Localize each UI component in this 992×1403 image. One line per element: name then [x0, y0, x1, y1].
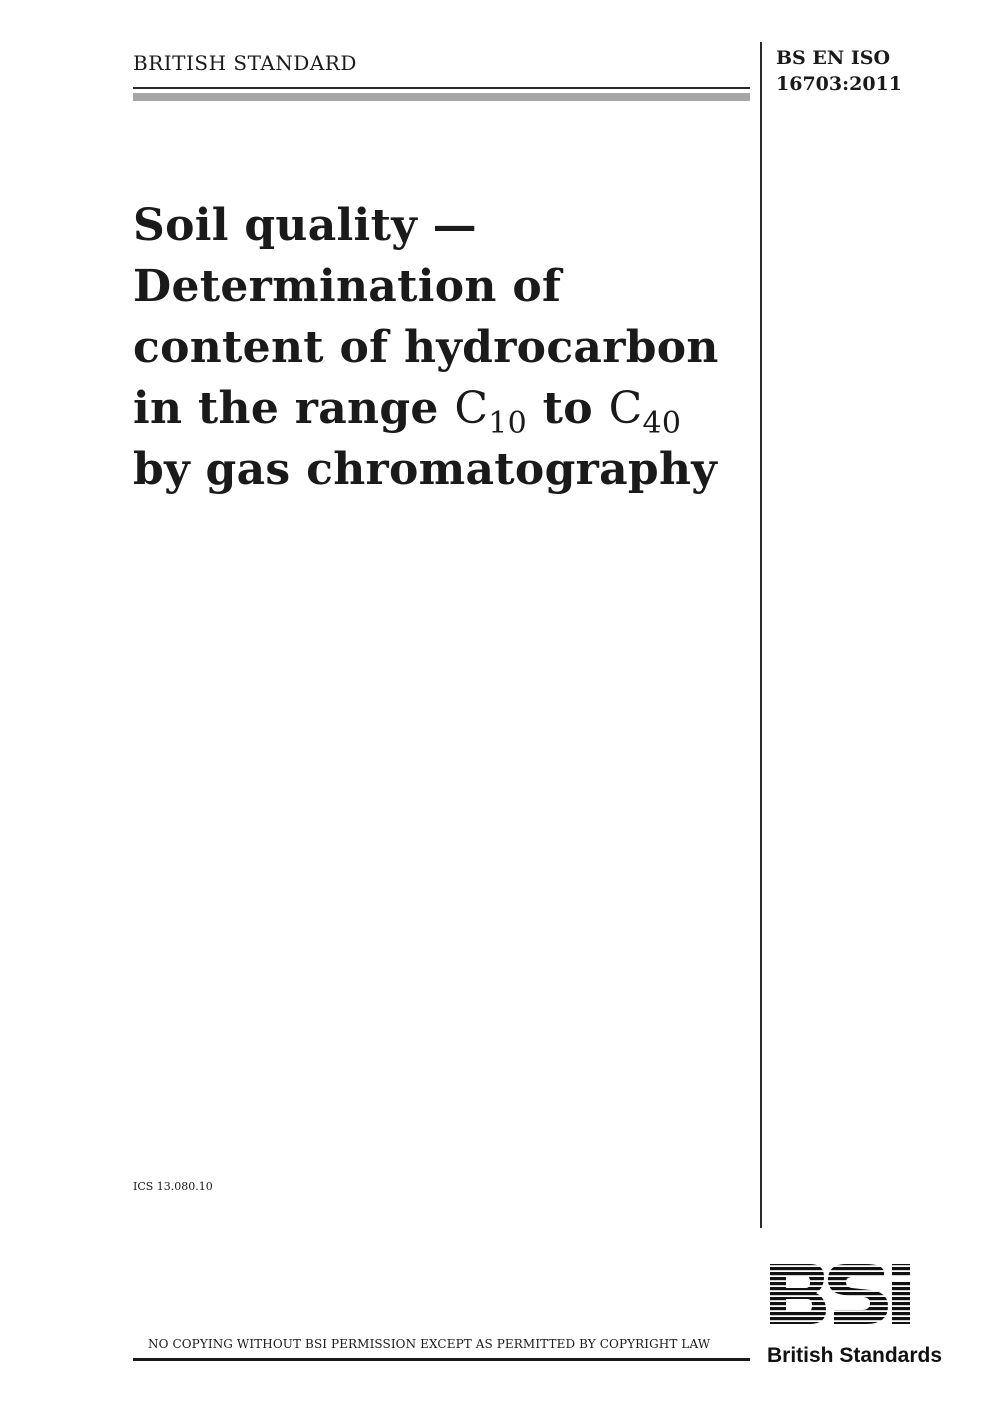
title-line-4-prefix: in the range [133, 383, 455, 434]
document-title [133, 195, 753, 500]
bsi-logo-mark [770, 1264, 910, 1324]
title-line-3: content of hydrocarbon [133, 322, 719, 373]
title-line-5: by gas chromatography [133, 444, 718, 495]
standard-number [776, 45, 902, 97]
title-line-4-middle: to [527, 383, 609, 434]
vertical-divider [760, 42, 762, 1228]
series-label: BRITISH STANDARD [133, 51, 357, 75]
carbon-symbol-1: C [454, 383, 489, 434]
copyright-notice: NO COPYING WITHOUT BSI PERMISSION EXCEPT AS PERMITTED BY COPYRIGHT LAW [148, 1337, 711, 1351]
title-line-4 [133, 378, 753, 439]
footer-rule [133, 1358, 750, 1361]
carbon-subscript-2: 40 [642, 406, 682, 441]
carbon-subscript-1: 10 [488, 406, 528, 441]
title-line-2: Determination of [133, 261, 562, 312]
ics-code: ICS 13.080.10 [133, 1180, 213, 1193]
header-rule-grey [133, 93, 750, 101]
title-line-1: Soil quality — [133, 200, 477, 251]
carbon-symbol-2: C [608, 383, 643, 434]
standard-number-line1: BS EN ISO [776, 47, 891, 69]
logo-caption: British Standards [767, 1344, 943, 1367]
standard-number-line2: 16703:2011 [776, 73, 902, 95]
header-rule-thin [133, 87, 750, 89]
bsi-logo [766, 1262, 946, 1370]
